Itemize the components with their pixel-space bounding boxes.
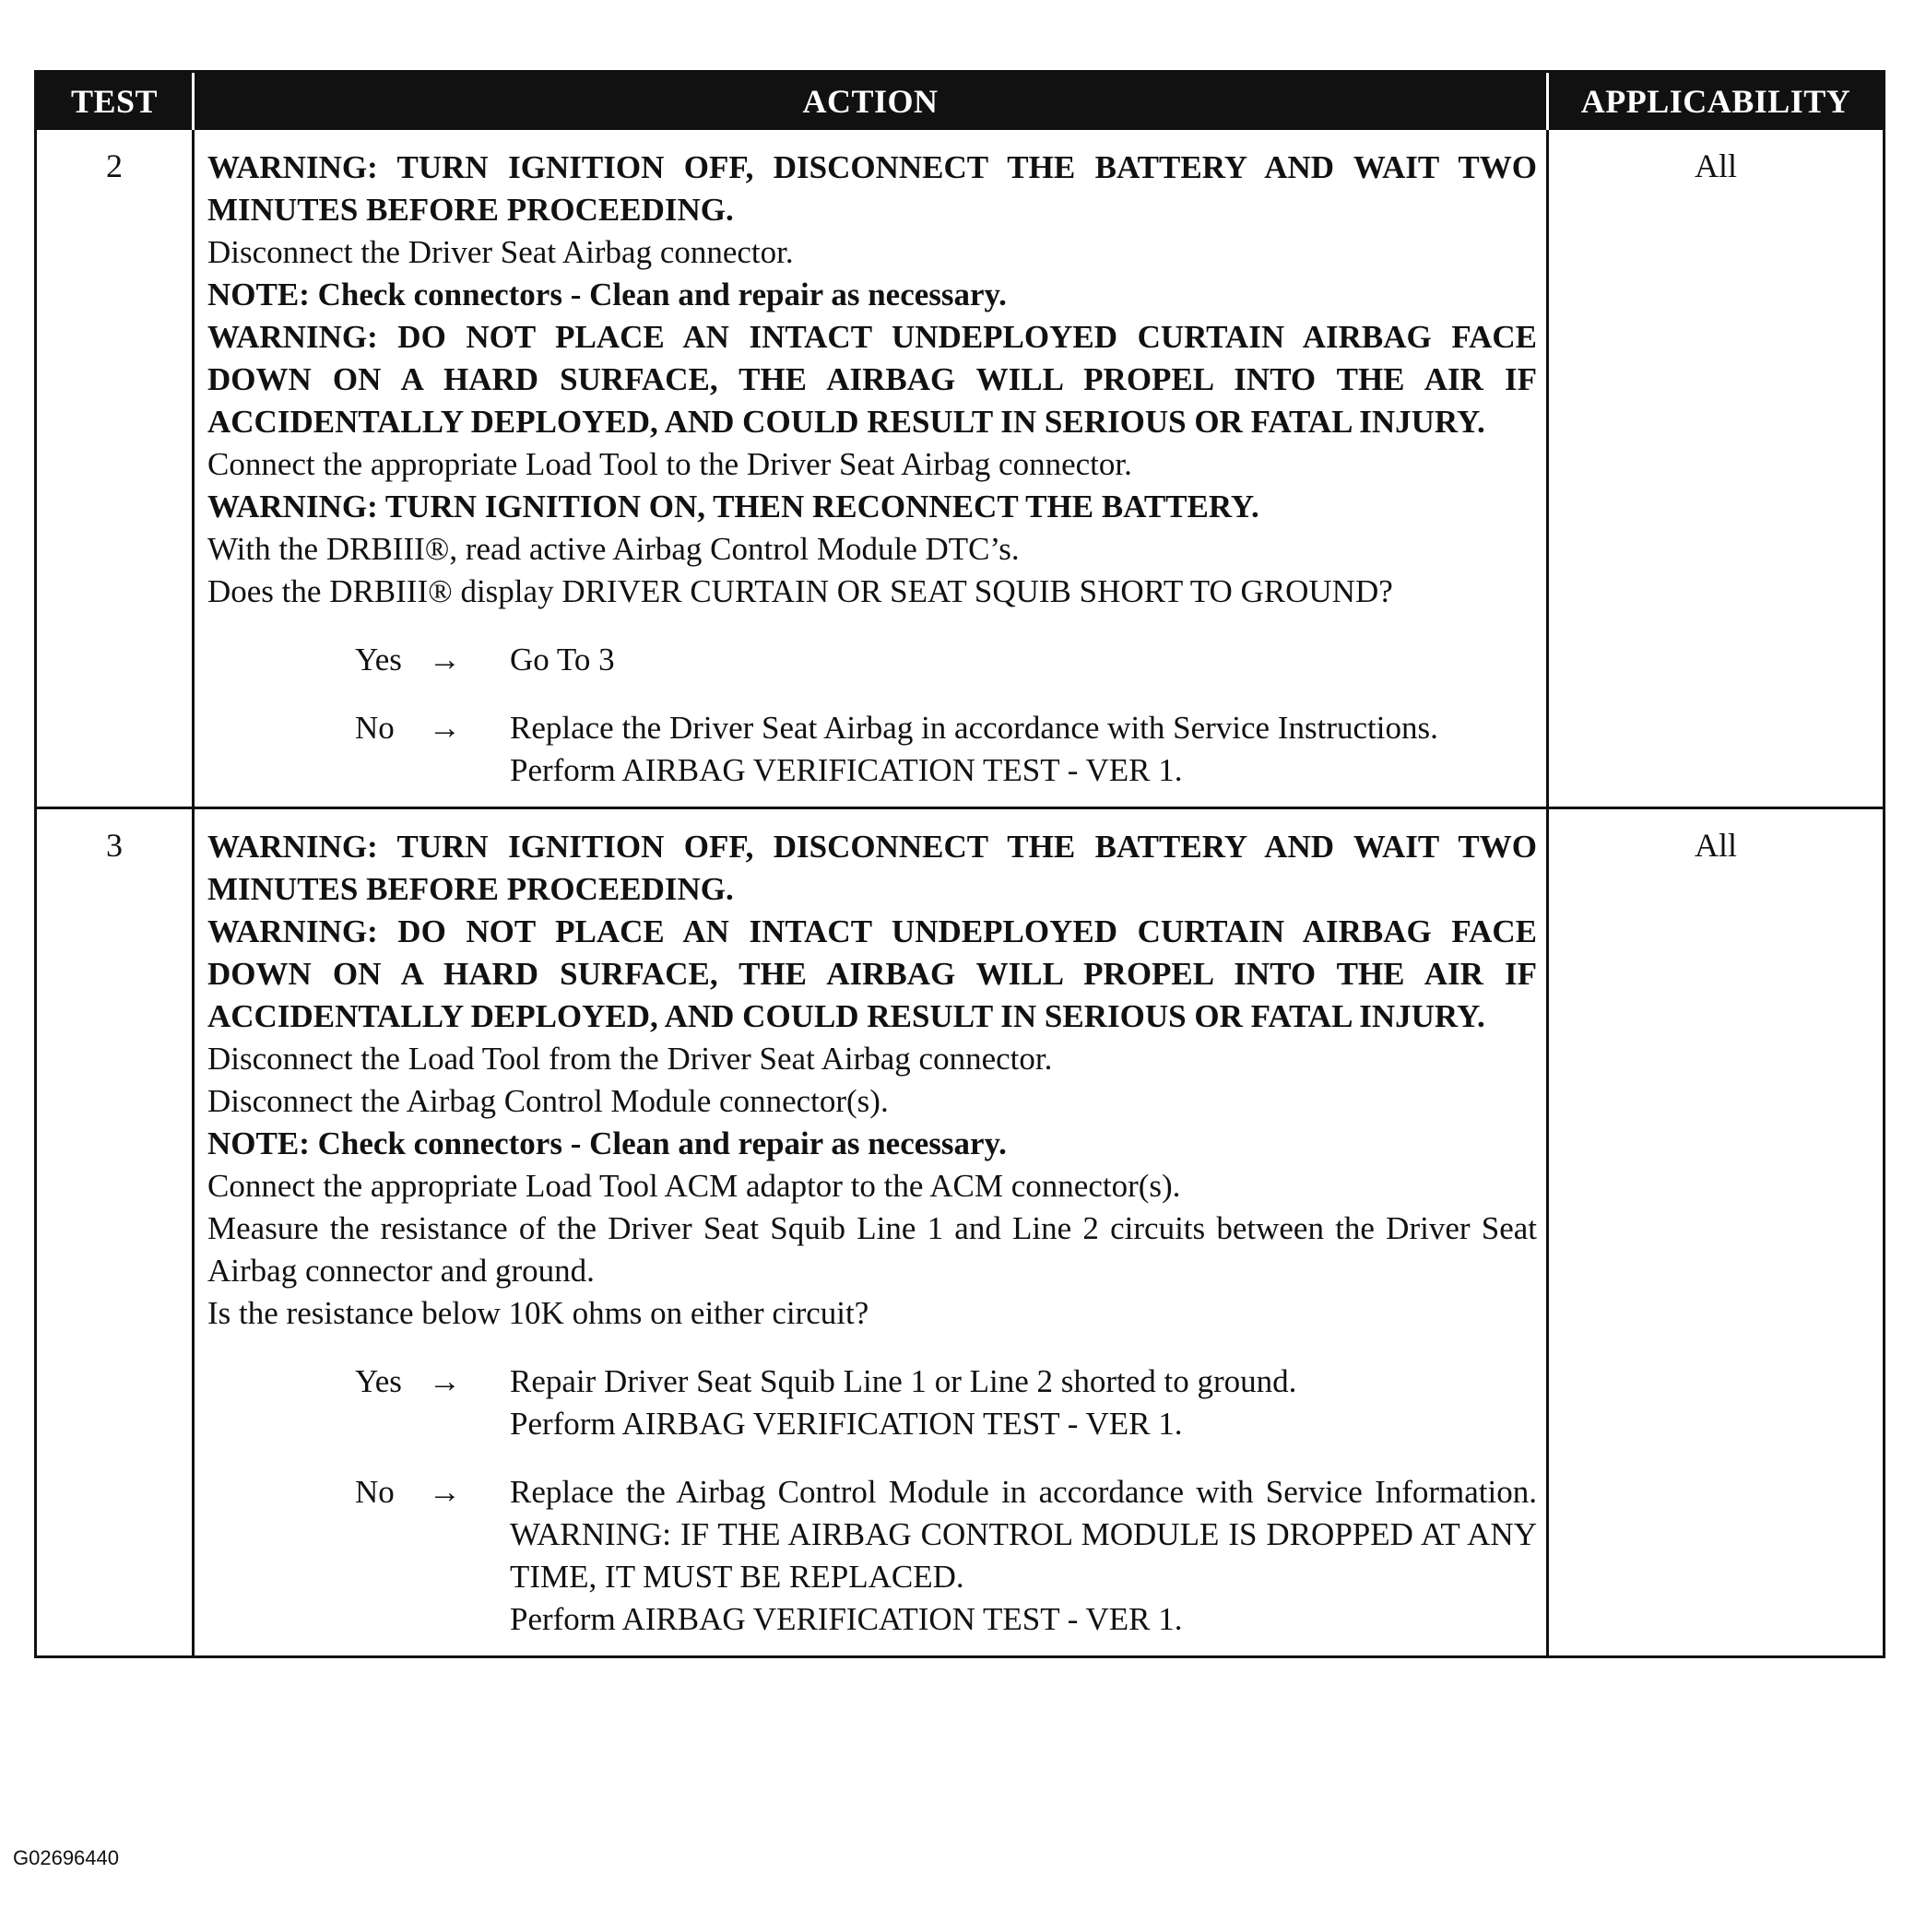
action-cell: [192, 809, 1549, 1655]
warning-text: WARNING: TURN IGNITION OFF, DISCONNECT THE BATTERY AND WAIT TWO MINUTES BEFORE PROCEEDING.: [207, 149, 1537, 228]
instruction-text: Measure the resistance of the Driver Seat Squib Line 1 and Line 2 circuits between the Driver Seat Airbag connector and ground.: [207, 1210, 1537, 1289]
instruction-text: Connect the appropriate Load Tool to the Driver Seat Airbag connector.: [207, 446, 1132, 482]
figure-id: G02696440: [13, 1846, 119, 1869]
table-header: [37, 73, 1883, 130]
answer-label: No: [355, 710, 395, 746]
answer-no: [355, 1471, 1537, 1641]
answer-label: Yes: [355, 642, 402, 677]
instruction-text: Disconnect the Driver Seat Airbag connector.: [207, 234, 794, 270]
right-arrow-icon: →: [429, 710, 461, 746]
instruction-text: With the DRBIII®, read active Airbag Control Module DTC’s.: [207, 531, 1020, 567]
answer-result: [510, 1361, 1537, 1445]
result-text: Repair Driver Seat Squib Line 1 or Line 2 shorted to ground.: [510, 1363, 1297, 1399]
header-action: ACTION: [192, 73, 1549, 130]
answer-no: [355, 707, 1537, 792]
result-text: Replace the Driver Seat Airbag in accordance with Service Instructions.: [510, 710, 1438, 746]
table-row: [37, 807, 1883, 1655]
instruction-text: Disconnect the Load Tool from the Driver Seat Airbag connector.: [207, 1041, 1053, 1077]
answer-result: [510, 639, 1537, 681]
right-arrow-icon: →: [429, 1474, 461, 1510]
answer-yes: [355, 1361, 1537, 1445]
result-text: Perform AIRBAG VERIFICATION TEST - VER 1.: [510, 1406, 1183, 1442]
table-row: [37, 130, 1883, 807]
warning-text: WARNING: TURN IGNITION OFF, DISCONNECT THE BATTERY AND WAIT TWO MINUTES BEFORE PROCEEDING.: [207, 829, 1537, 907]
right-arrow-icon: →: [429, 642, 461, 677]
answer-label: No: [355, 1474, 395, 1510]
test-number: 2: [106, 147, 123, 184]
answer-label: Yes: [355, 1363, 402, 1399]
answer-yes: [355, 639, 1537, 681]
header-applicability: APPLICABILITY: [1580, 83, 1851, 120]
diagnostic-test-table: [34, 70, 1885, 1658]
header-test: TEST: [70, 83, 159, 120]
instruction-text: Connect the appropriate Load Tool ACM adaptor to the ACM connector(s).: [207, 1168, 1181, 1204]
warning-text: WARNING: DO NOT PLACE AN INTACT UNDEPLOYED CURTAIN AIRBAG FACE DOWN ON A HARD SURFACE, THE AIRBAG WILL PROPEL INTO THE AIR IF ACCIDENTALLY DEPLOYED, AND COULD RESULT IN SERIOUS OR FATAL INJURY.: [207, 913, 1537, 1034]
result-text: Perform AIRBAG VERIFICATION TEST - VER 1.: [510, 752, 1183, 788]
applicability-value: All: [1694, 147, 1737, 184]
result-text: Go To 3: [510, 642, 615, 677]
result-text: Perform AIRBAG VERIFICATION TEST - VER 1.: [510, 1601, 1183, 1637]
instruction-text: Disconnect the Airbag Control Module connector(s).: [207, 1083, 889, 1119]
answer-result: [510, 707, 1537, 792]
note-text: NOTE: Check connectors - Clean and repair as necessary.: [207, 1125, 1007, 1161]
applicability-value: All: [1694, 827, 1737, 864]
warning-text: WARNING: TURN IGNITION ON, THEN RECONNECT THE BATTERY.: [207, 489, 1259, 524]
note-text: NOTE: Check connectors - Clean and repair as necessary.: [207, 277, 1007, 312]
answer-result: [510, 1471, 1537, 1641]
result-text: Replace the Airbag Control Module in accordance with Service Information. WARNING: IF THE AIRBAG CONTROL MODULE IS DROPPED AT ANY TIME, IT MUST BE REPLACED.: [510, 1474, 1537, 1595]
right-arrow-icon: →: [429, 1363, 461, 1399]
action-cell: [192, 130, 1549, 807]
test-number: 3: [106, 827, 123, 864]
warning-text: WARNING: DO NOT PLACE AN INTACT UNDEPLOYED CURTAIN AIRBAG FACE DOWN ON A HARD SURFACE, THE AIRBAG WILL PROPEL INTO THE AIR IF ACCIDENTALLY DEPLOYED, AND COULD RESULT IN SERIOUS OR FATAL INJURY.: [207, 319, 1537, 440]
question-text: Is the resistance below 10K ohms on either circuit?: [207, 1295, 869, 1331]
question-text: Does the DRBIII® display DRIVER CURTAIN OR SEAT SQUIB SHORT TO GROUND?: [207, 573, 1393, 609]
